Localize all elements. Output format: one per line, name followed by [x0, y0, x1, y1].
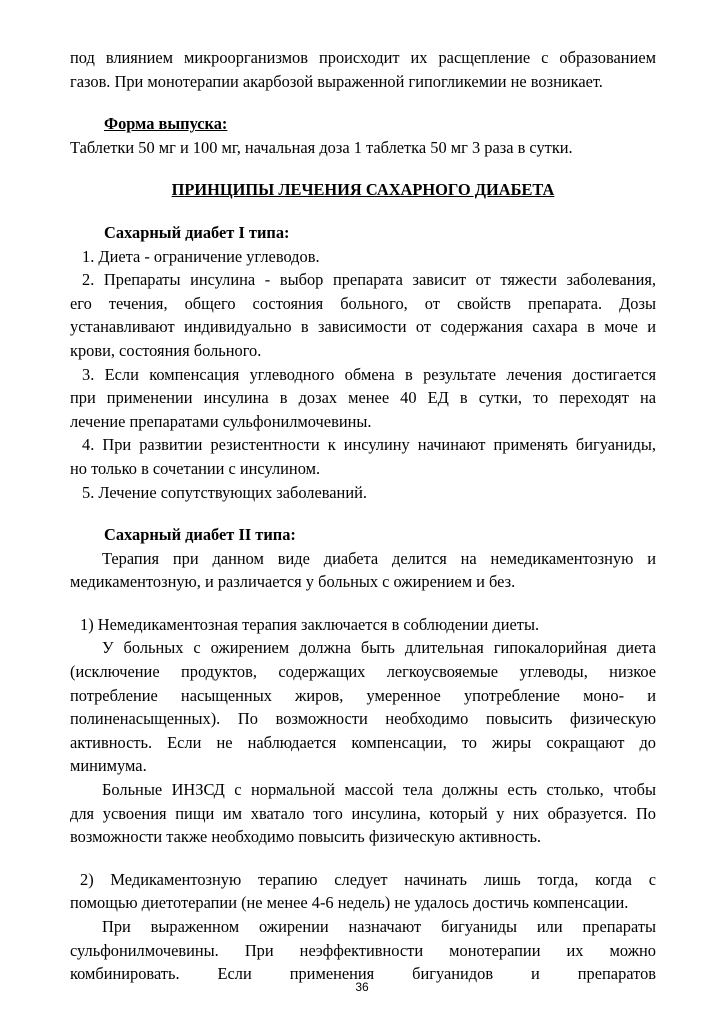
text-line: У больных с ожирением должна быть длительная гипокалорийная диета [102, 638, 656, 658]
list-item: 5. Лечение сопутствующих заболеваний. [82, 482, 367, 502]
release-form-heading: Форма выпуска: [104, 114, 228, 134]
text-line: Терапия при данном виде диабета делится на немедикаментозную и [102, 548, 656, 568]
text-line: сульфонилмочевины. При неэффективности монотерапии их можно [70, 940, 656, 960]
text-line: комбинировать. Если применения бигуанидов и препаратов [70, 964, 656, 984]
release-form-text: Таблетки 50 мг и 100 мг, начальная доза 1 таблетка 50 мг 3 раза в сутки. [70, 137, 573, 157]
text-line: при применении инсулина в дозах менее 40 ЕД в сутки, то переходят на [70, 388, 656, 408]
text-line: для усвоения пищи им хватало того инсулина, который у них образуется. По [70, 803, 656, 823]
text-line: активность. Если не наблюдается компенсации, то жиры сокращают до [70, 732, 656, 752]
list-item: 2. Препараты инсулина - выбор препарата зависит от тяжести заболевания, [82, 270, 656, 290]
text-line: полиненасыщенных). По возможности необходимо повысить физическую [70, 709, 656, 729]
list-item: 4. При развитии резистентности к инсулину начинают применять бигуаниды, [82, 435, 656, 455]
text-line: (исключение продуктов, содержащих легкоусвояемые углеводы, низкое [70, 662, 656, 682]
type2-heading: Сахарный диабет II типа: [104, 525, 296, 545]
text-line: медикаментозную, и различается у больных с ожирением и без. [70, 572, 516, 592]
list-item: 3. Если компенсация углеводного обмена в результате лечения достигается [82, 364, 656, 384]
text-line: лечение препаратами сульфонилмочевины. [70, 411, 372, 431]
text-line: возможности также необходимо повысить физическую активность. [70, 827, 542, 847]
list-item: 1) Немедикаментозная терапия заключается в соблюдении диеты. [80, 614, 540, 634]
section-title: ПРИНЦИПЫ ЛЕЧЕНИЯ САХАРНОГО ДИАБЕТА [171, 180, 555, 200]
list-item: 2) Медикаментозную терапию следует начинать лишь тогда, когда с [80, 869, 656, 889]
type1-heading: Сахарный диабет I типа: [104, 222, 290, 242]
text-line: помощью диетотерапии (не менее 4-6 недель) не удалось достичь компенсации. [70, 893, 629, 913]
text-line: под влиянием микроорганизмов происходит их расщепление с образованием [70, 48, 656, 67]
text-line: газов. При монотерапии акарбозой выраженной гипогликемии не возникает. [70, 71, 603, 91]
page-content [70, 46, 656, 986]
text-line: крови, состояния больного. [70, 340, 262, 360]
text-line: но только в сочетании с инсулином. [70, 458, 321, 478]
text-line: При выраженном ожирении назначают бигуаниды или препараты [102, 917, 656, 936]
text-line: минимума. [70, 756, 147, 776]
text-line: Больные ИНЗСД с нормальной массой тела должны есть столько, чтобы [102, 780, 656, 800]
text-line: потребление насыщенных жиров, умеренное употребление моно- и [70, 685, 656, 705]
text-line: его течения, общего состояния больного, от свойств препарата. Дозы [70, 293, 656, 313]
page-number: 36 [355, 980, 369, 994]
list-item: 1. Диета - ограничение углеводов. [82, 246, 320, 266]
text-line: устанавливают индивидуально в зависимости от содержания сахара в моче и [70, 317, 656, 337]
